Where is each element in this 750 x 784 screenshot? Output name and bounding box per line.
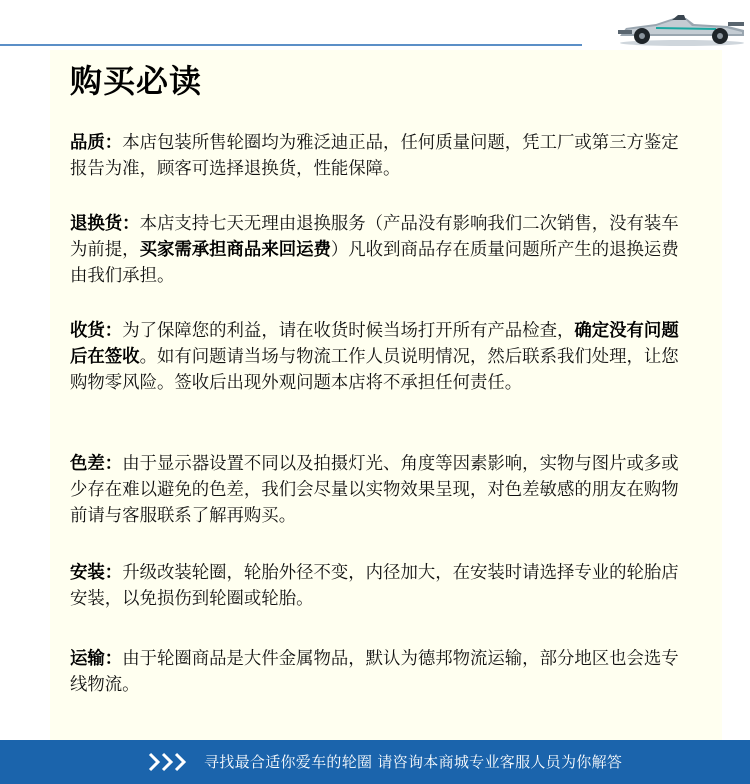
section-label: 收货： xyxy=(70,321,123,341)
section-label: 品质： xyxy=(70,133,123,153)
section-text: 。如有问题请当场与物流工作人员说明情况，然后联系我们处理，让您购物零风险。签收后出现外观问题本店将不承担任何责任。 xyxy=(70,347,679,393)
page-title: 购买必读 xyxy=(70,62,203,100)
section-label: 色差： xyxy=(70,454,123,474)
section-emphasis: 确定没有问题后在签收 xyxy=(70,321,679,367)
race-car-icon xyxy=(616,12,748,46)
section-text: 为了保障您的利益，请在收货时候当场打开所有产品检查， xyxy=(122,321,575,341)
footer-banner xyxy=(0,740,750,784)
section-shipping xyxy=(70,646,695,698)
section-label: 安装： xyxy=(70,563,123,583)
section-text: 本店包装所售轮圈均为雅泛迪正品，任何质量问题，凭工厂或第三方鉴定报告为准，顾客可选择退换货，性能保障。 xyxy=(70,133,679,179)
footer-text: 寻找最合适你爱车的轮圈 请咨询本商城专业客服人员为你解答 xyxy=(204,753,623,771)
section-text: 升级改装轮圈，轮胎外径不变，内径加大，在安装时请选择专业的轮胎店安装，以免损伤到轮圈或轮胎。 xyxy=(70,563,679,609)
section-text: 本店支持七天无理由退换服务（产品没有影响我们二次销售，没有装车为前提， xyxy=(70,214,679,260)
section-installation xyxy=(70,560,695,612)
header-divider xyxy=(0,44,582,46)
section-color-difference xyxy=(70,451,695,529)
section-receiving xyxy=(70,318,695,396)
section-label: 退换货： xyxy=(70,214,140,234)
section-returns xyxy=(70,211,695,289)
section-quality xyxy=(70,130,695,182)
section-text: 由于轮圈商品是大件金属物品，默认为德邦物流运输，部分地区也会选专线物流。 xyxy=(70,649,679,695)
section-label: 运输： xyxy=(70,649,123,669)
section-text: 由于显示器设置不同以及拍摄灯光、角度等因素影响，实物与图片或多或少存在难以避免的色差，我们会尽量以实物效果呈现，对色差敏感的朋友在购物前请与客服联系了解再购买。 xyxy=(70,454,679,526)
triple-chevron-right-icon xyxy=(148,750,190,774)
section-text: ）凡收到商品存在质量问题所产生的退换运费由我们承担。 xyxy=(70,240,679,286)
section-emphasis: 买家需承担商品来回运费 xyxy=(139,240,331,260)
